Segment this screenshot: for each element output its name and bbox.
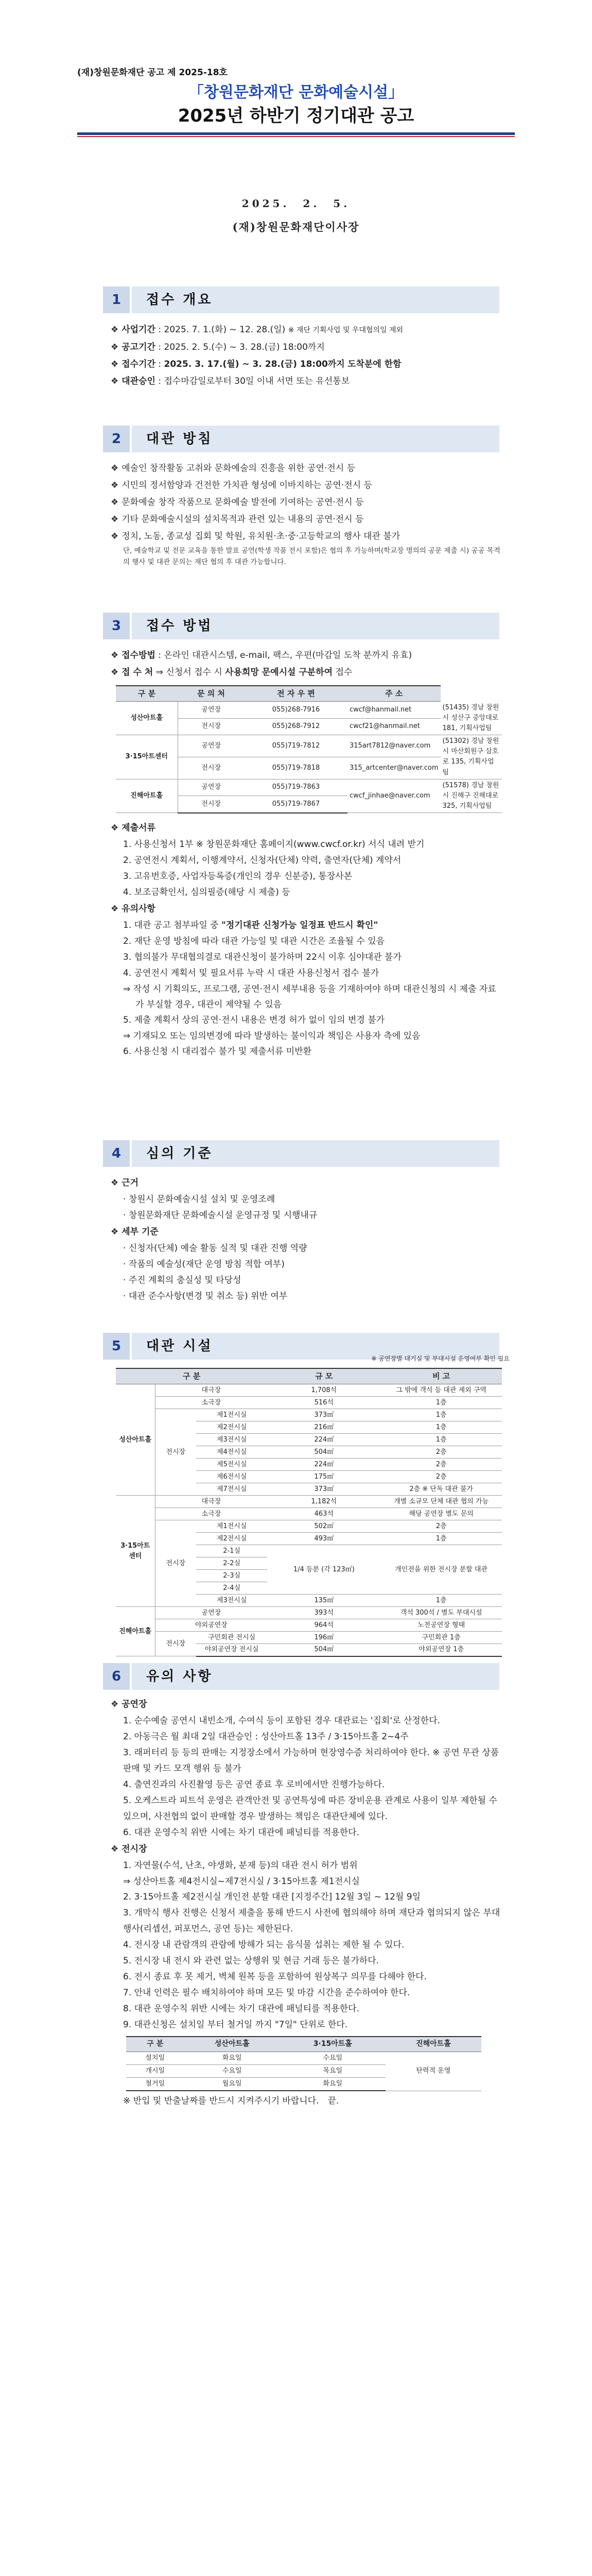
perf-item: 6. 대관 운영수칙 위반 시에는 차기 대관에 패널티를 적용한다. bbox=[123, 1827, 359, 1838]
doc-item: 4. 보조금확인서, 심의필증(해당 시 제출) 등 bbox=[123, 887, 290, 897]
diamond-bullet-icon: ❖ bbox=[111, 325, 119, 335]
section-3-body bbox=[111, 647, 502, 1060]
doc-item: 3. 고유번호증, 사업자등록증(개인의 경우 신분증), 통장사본 bbox=[123, 871, 353, 882]
exh-subitem: ⇒ 성산아트홀 제4전시실~제7전시실 / 3·15아트홀 제1전시실 bbox=[123, 1876, 360, 1887]
facility-note: ※ 공연장별 대기실 및 부대시설 운영여부 확인 필요 bbox=[371, 1355, 510, 1362]
caution-item: 5. 제출 계획서 상의 공연·전시 내용은 변경 허가 없이 임의 변경 불가 bbox=[123, 1014, 385, 1025]
perf-item: 3. 래퍼터리 등 등의 판매는 지정장소에서 가능하며 현장영수증 처리하여야 한다. ※ 공연 무관 상품 판매 및 카드 모객 행위 등 불가 bbox=[123, 1748, 499, 1774]
table-row: 개시일 수요일 목요일 bbox=[126, 2064, 481, 2077]
table-row: 제4전시실 504㎡ 2층 bbox=[116, 1446, 502, 1459]
section-number: 4 bbox=[103, 1140, 132, 1167]
exh-item: 9. 대관신청은 설치일 부터 철거일 까지 "7일" 단위로 한다. bbox=[123, 2020, 348, 2030]
diamond-bullet-icon: ❖ bbox=[111, 1699, 119, 1709]
venue-label: 성산아트홀 bbox=[116, 1384, 155, 1496]
diamond-bullet-icon: ❖ bbox=[111, 650, 119, 660]
table-row: 제5전시실 224㎡ 2층 bbox=[116, 1459, 502, 1471]
table-row: 제3전시실 135㎡ 1층 bbox=[116, 1595, 502, 1607]
caution-item: 3. 협의불가 무대협의결로 대관신청이 불가하며 22시 이후 심야대관 불가 bbox=[123, 952, 402, 962]
criteria-title: ❖ 세부 기준 bbox=[111, 1227, 159, 1237]
diamond-bullet-icon: ❖ bbox=[111, 667, 119, 677]
table-row: 성산아트홀 대극장 1,708석 그 밖에 객석 등 대관 제외 구역 bbox=[116, 1384, 502, 1397]
section-title: 심의 기준 bbox=[132, 1140, 499, 1167]
day-header: 3·15아트홀 bbox=[280, 2037, 386, 2052]
email-link[interactable]: 315_artcenter@naver.com bbox=[347, 757, 441, 779]
table-row: 제3전시실 224㎡ 1층 bbox=[116, 1434, 502, 1446]
table-row: 야외공연장 964석 노천공연장 형태 bbox=[116, 1619, 502, 1632]
section-5-body bbox=[116, 1368, 502, 1657]
diamond-bullet-icon: ❖ bbox=[111, 359, 119, 369]
email-link[interactable]: cwcf_jinhae@naver.com bbox=[347, 779, 441, 812]
basis-item: · 창원시 문화예술시설 설치 및 운영조례 bbox=[123, 1194, 275, 1205]
table-row: 야외공연장 전시실 504㎡ 야외공연장 1층 bbox=[116, 1644, 502, 1656]
basis-title: ❖ 근거 bbox=[111, 1178, 139, 1188]
criteria-item: · 신청자(단체) 예술 활동 실적 및 대관 진행 역량 bbox=[123, 1243, 307, 1253]
table-row: 3·15아트센터 대극장 1,182석 개별 소규모 단체 대관 협의 가능 bbox=[116, 1496, 502, 1508]
caution-item: 4. 공연전시 계획서 및 필요서류 누락 시 대관 사용신청서 접수 불가 bbox=[123, 968, 379, 978]
section-1-header bbox=[103, 286, 499, 313]
exh-item: 2. 3·15아트홀 제2전시실 개인전 분할 대관 [지정주간] 12월 3일 ~ 12월 9일 bbox=[123, 1892, 421, 1902]
diamond-bullet-icon: ❖ bbox=[111, 497, 119, 507]
table-row: 소극장 516석 1층 bbox=[116, 1397, 502, 1409]
facility-table bbox=[116, 1368, 502, 1657]
table-row: 철거일 월요일 화요일 bbox=[126, 2077, 481, 2091]
table-row: 진해아트홀 공연장 393석 객석 300석 / 별도 부대시설 bbox=[116, 1607, 502, 1619]
venue-label: 진해아트홀 bbox=[116, 1607, 155, 1656]
criteria-item: · 주진 계획의 충실성 및 타당성 bbox=[123, 1275, 241, 1285]
table-row: 전시장 055)719-7818 315_artcenter@naver.com bbox=[116, 757, 502, 779]
table-row: 진해아트홀 공연장 055)719-7863 cwcf_jinhae@naver.com (51578) 경남 창원시 진해구 진해대로 325, 기획사업팀 bbox=[116, 779, 502, 795]
email-link[interactable]: 315art7812@naver.com bbox=[347, 735, 441, 757]
section-1-body bbox=[111, 321, 502, 390]
contact-header: 문 의 처 bbox=[178, 686, 245, 702]
day-header: 진해아트홀 bbox=[386, 2037, 481, 2052]
table-row: 전시장 구민회관 전시실 196㎡ 구민회관 1층 bbox=[116, 1632, 502, 1644]
caution-item: 2. 재단 운영 방침에 따라 대관 가능일 및 대관 시간은 조율될 수 있음 bbox=[123, 936, 385, 946]
contact-header: 전 자 우 편 bbox=[245, 686, 347, 702]
method-row: ❖ 접수방법 : 온라인 대관시스템, e-mail, 팩스, 우편(마감일 도착 분까지 유효) bbox=[111, 650, 412, 660]
contact-header: 구 분 bbox=[116, 686, 178, 702]
section-4-body bbox=[111, 1175, 502, 1304]
title-venue-name: 「창원문화재단 문화예술시설」 bbox=[188, 83, 404, 101]
section-6-body bbox=[111, 1696, 502, 2109]
caution-item: 6. 사용신청 시 대리접수 불가 및 제출서류 미반환 bbox=[123, 1046, 312, 1057]
issue-date: 2025. 2. 5. bbox=[241, 197, 351, 210]
perf-item: 1. 순수예술 공연시 내빈소개, 수여식 등이 포함된 경우 대관료는 '집회'로 산정한다. bbox=[123, 1716, 440, 1726]
exh-item: 7. 안내 인력은 필수 배치하여야 하며 모든 및 마감 시간을 준수하여야 한다. bbox=[123, 1988, 410, 1998]
docs-title: ❖ 제출서류 bbox=[111, 822, 155, 833]
approve-row: ❖ 대관승인 : 접수마감일로부터 30일 이내 서면 또는 유선통보 bbox=[111, 376, 350, 386]
diamond-bullet-icon: ❖ bbox=[111, 463, 119, 473]
diamond-bullet-icon: ❖ bbox=[111, 531, 119, 541]
table-row: 2-1실 1/4 등분 (각 123㎡) 개인전을 위한 전시장 분할 대관 bbox=[116, 1545, 502, 1557]
caution-subitem: ⇒ 기재되오 또는 임의변경에 따라 발생하는 불이익과 책임은 사용자 측에 있음 bbox=[123, 1030, 421, 1041]
policy-item: ❖ 예술인 창작활동 고취와 문화예술의 진흥을 위한 공연·전시 등 bbox=[111, 463, 356, 473]
basis-item: · 창원문화재단 문화예술시설 운영규정 및 시행내규 bbox=[123, 1210, 318, 1221]
policy-item: ❖ 정치, 노동, 종교성 집회 및 학원, 유치원·초·중·고등학교의 행사 대관 불가 bbox=[111, 531, 401, 541]
caution-item: 1. 대관 공고 첨부파일 중 "정기대관 신청가능 일정표 반드시 확인" bbox=[123, 920, 378, 930]
section-number: 1 bbox=[103, 286, 132, 313]
diamond-bullet-icon: ❖ bbox=[111, 903, 119, 914]
place-row: ❖ 접 수 처 ⇒ 신청서 접수 시 사용희망 문예시설 구분하여 접수 bbox=[111, 667, 353, 677]
policy-note: 단, 예술학교 및 전문 교육을 통한 발표 공연(학생 작품 전시 포함)은 협의 후 가능하며(학교장 명의의 공문 제출 시) 공공 목적의 행사 및 대관 문의는 재단 협의 후 대관 가능합니다. bbox=[123, 547, 500, 566]
contact-header: 주 소 bbox=[347, 686, 441, 702]
facility-header: 구 분 bbox=[116, 1368, 267, 1384]
table-row: 2-2실 bbox=[116, 1557, 502, 1570]
criteria-item: · 작품의 예술성(재단 운영 방침 적합 여부) bbox=[123, 1259, 285, 1269]
table-row: 3·15아트센터 공연장 055)719-7812 315art7812@naver.com (51302) 경남 창원시 마산회원구 삼호로 135, 기획사업팀 bbox=[116, 735, 502, 757]
exh-item: 8. 대관 운영수칙 위반 시에는 차기 대관에 패널티를 적용한다. bbox=[123, 2004, 359, 2014]
table-row: 성산아트홀 공연장 055)268-7916 cwcf@hanmail.net (51435) 경남 창원시 성산구 중앙대로 181, 기획사업팀 bbox=[116, 702, 502, 718]
perf-item: 5. 오케스트라 피트석 운영은 관객안전 및 공연특성에 따른 장비운용 관계로 사용이 일부 제한될 수 있으며, 사전협의 없이 판매할 경우 발생하는 책임은 대관단체에 있다. bbox=[123, 1795, 497, 1822]
diamond-bullet-icon: ❖ bbox=[111, 1227, 119, 1237]
doc-item: 2. 공연전시 계획서, 이행계약서, 신청자(단체) 약력, 출연자(단체) 계약서 bbox=[123, 855, 402, 866]
day-header: 구 분 bbox=[126, 2037, 184, 2052]
table-row: 제6전시실 175㎡ 2층 bbox=[116, 1471, 502, 1483]
exh-item: 5. 전시장 내 전시 와 관련 없는 상행위 및 현금 거래 등은 불가하다. bbox=[123, 1956, 379, 1966]
table-row: 2-3실 bbox=[116, 1570, 502, 1582]
venue-label: 3·15아트센터 bbox=[116, 1496, 155, 1607]
section-title: 접수 개요 bbox=[132, 286, 499, 313]
caution-subitem: ⇒ 작성 시 기획의도, 프로그램, 공연·전시 세부내용 등을 기재하여야 하며 대관신청의 시 제출 자료가 부실할 경우, 대관이 제약될 수 있음 bbox=[123, 984, 496, 1010]
table-row: 소극장 463석 해당 공연장 별도 문의 bbox=[116, 1508, 502, 1520]
diamond-bullet-icon: ❖ bbox=[111, 514, 119, 524]
diamond-bullet-icon: ❖ bbox=[111, 1178, 119, 1188]
section-2-body bbox=[111, 460, 502, 568]
day-header: 성산아트홀 bbox=[184, 2037, 280, 2052]
title-block bbox=[77, 82, 515, 135]
criteria-item: · 대관 준수사항(변경 및 취소 등) 위반 여부 bbox=[123, 1291, 288, 1301]
issuer-org: (재)창원문화재단이사장 bbox=[232, 221, 360, 233]
policy-item: ❖ 문화예술 창작 작품으로 문화예술 발전에 기여하는 공연·전시 등 bbox=[111, 497, 364, 507]
table-row: 설치일 화요일 수요일 탄력적 운영 bbox=[126, 2052, 481, 2064]
exh-item: 4. 전시장 내 관람객의 관람에 방해가 되는 음식물 섭취는 제한 될 수 있다. bbox=[123, 1940, 405, 1950]
table-row: 전시장 055)719-7867 bbox=[116, 796, 502, 813]
table-row: 전시장 제1전시실 502㎡ 2층 bbox=[116, 1520, 502, 1533]
page-title: 2025년 하반기 정기대관 공고 bbox=[178, 106, 414, 126]
diamond-bullet-icon: ❖ bbox=[111, 376, 119, 386]
policy-item: ❖ 시민의 정서함양과 건전한 가치관 형성에 이바지하는 공연·전시 등 bbox=[111, 480, 372, 490]
diamond-bullet-icon: ❖ bbox=[111, 480, 119, 490]
exh-item: 6. 전시 종료 후 못 제거, 벽체 원복 등을 포함하여 원상복구 의무를 다해야 한다. bbox=[123, 1972, 427, 1982]
policy-item: ❖ 기타 문화예술시설의 설치목적과 관련 있는 내용의 공연·전시 등 bbox=[111, 514, 364, 524]
table-row: 제7전시실 373㎡ 2층 ※ 단독 대관 불가 bbox=[116, 1483, 502, 1496]
receipt-row: ❖ 접수기간 : 2025. 3. 17.(월) ~ 3. 28.(금) 18:00까지 도착분에 한함 bbox=[111, 359, 402, 369]
perf-item: 4. 출연진과의 사진촬영 등은 공연 종료 후 로비에서만 진행가능하다. bbox=[123, 1780, 385, 1790]
caution-title: ❖ 유의사항 bbox=[111, 903, 155, 914]
diamond-bullet-icon: ❖ bbox=[111, 342, 119, 352]
final-note: ※ 반입 및 반출날짜를 반드시 지켜주시기 바랍니다. 끝. bbox=[123, 2096, 339, 2107]
exh-item: 3. 개막식 행사 진행은 신청서 제출을 통해 반드시 사전에 협의해야 하며 재단과 협의되지 않은 부대행사(리셉션, 퍼포먼스, 공연 등)는 제한된다. bbox=[123, 1908, 500, 1934]
section-3-header bbox=[103, 613, 499, 639]
perf-title: ❖ 공연장 bbox=[111, 1699, 147, 1709]
facility-header: 규 모 bbox=[267, 1368, 380, 1384]
table-row: 제2전시실 493㎡ 1층 bbox=[116, 1533, 502, 1545]
table-row: 전시장 055)268-7912 cwcf21@hanmail.net bbox=[116, 718, 502, 735]
doc-item: 1. 사용신청서 1부 ※ 창원문화재단 홈페이지(www.cwcf.or.kr) 서식 내려 받기 bbox=[123, 839, 425, 850]
section-title: 대관 시설 bbox=[132, 1333, 499, 1360]
title-divider bbox=[77, 132, 515, 135]
email-link[interactable]: cwcf@hanmail.net bbox=[347, 702, 441, 718]
section-6-header bbox=[103, 1663, 499, 1690]
section-number: 2 bbox=[103, 426, 132, 452]
section-number: 5 bbox=[103, 1333, 132, 1360]
perf-item: 2. 아동극은 월 최대 2일 대관승인 : 성산아트홀 13주 / 3·15아트홀 2~4주 bbox=[123, 1732, 409, 1742]
section-title: 접수 방법 bbox=[132, 613, 499, 639]
contact-table bbox=[116, 685, 502, 814]
section-title: 대관 방침 bbox=[132, 426, 499, 452]
diamond-bullet-icon: ❖ bbox=[111, 822, 119, 833]
diamond-bullet-icon: ❖ bbox=[111, 1844, 119, 1854]
table-row: 2-4실 bbox=[116, 1582, 502, 1595]
section-number: 3 bbox=[103, 613, 132, 639]
announce-row: ❖ 공고기간 : 2025. 2. 5.(수) ~ 3. 28.(금) 18:00까지 bbox=[111, 342, 325, 352]
section-number: 6 bbox=[103, 1663, 132, 1690]
install-day-table bbox=[126, 2036, 481, 2091]
table-row: 전시장 제1전시실 373㎡ 1층 bbox=[116, 1409, 502, 1421]
email-link[interactable]: cwcf21@hanmail.net bbox=[347, 718, 441, 735]
section-2-header bbox=[103, 426, 499, 452]
facility-header: 비 고 bbox=[380, 1368, 502, 1384]
exh-title: ❖ 전시장 bbox=[111, 1844, 147, 1854]
period-row: ❖ 사업기간 : 2025. 7. 1.(화) ~ 12. 28.(일) ※ 재단 기획사업 및 우대협의일 제외 bbox=[111, 325, 404, 335]
table-row: 제2전시실 216㎡ 1층 bbox=[116, 1421, 502, 1434]
section-4-header bbox=[103, 1140, 499, 1167]
exh-item: 1. 자연물(수석, 난초, 야생화, 분재 등)의 대관 전시 허가 범위 bbox=[123, 1860, 358, 1871]
notice-number: (재)창원문화재단 공고 제 2025-18호 bbox=[77, 67, 228, 78]
section-title: 유의 사항 bbox=[132, 1663, 499, 1690]
